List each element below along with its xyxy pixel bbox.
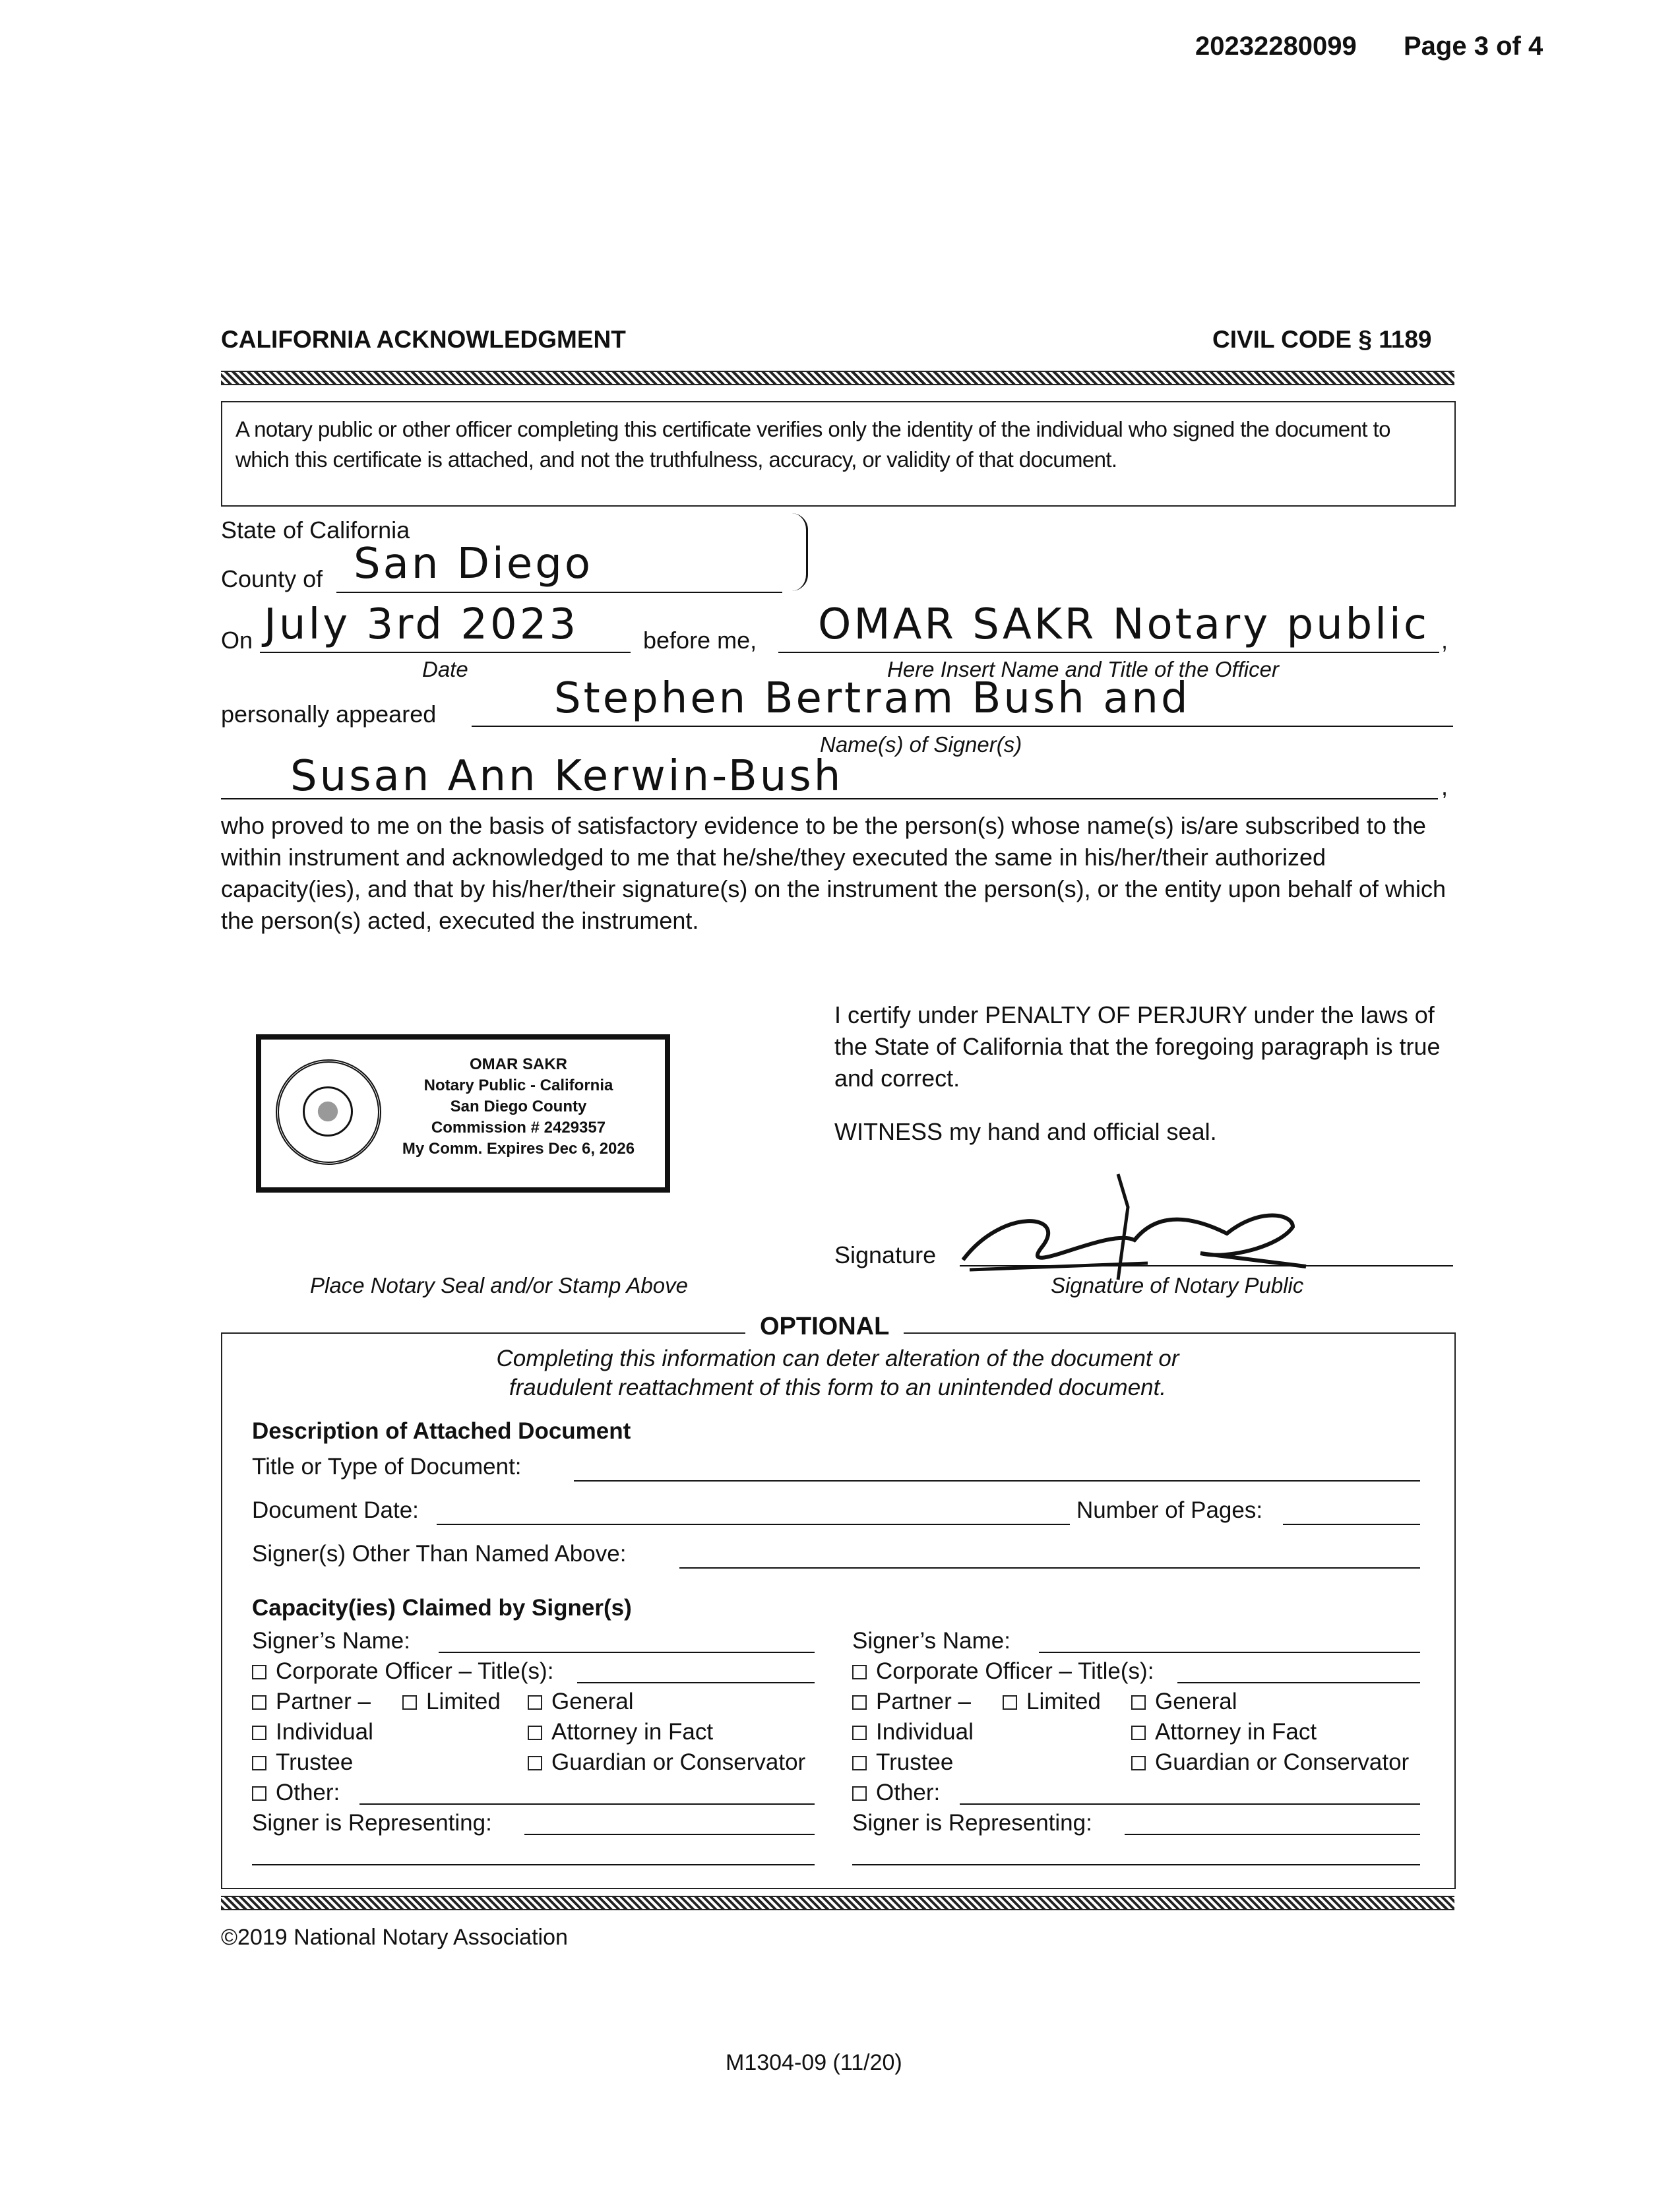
- optional-heading: OPTIONAL: [745, 1313, 904, 1341]
- attorney-left[interactable]: Attorney in Fact: [528, 1719, 713, 1745]
- corporate-officer-left[interactable]: Corporate Officer – Title(s):: [252, 1658, 553, 1685]
- title-input-line[interactable]: [574, 1480, 1420, 1482]
- before-me-label: before me,: [643, 627, 757, 654]
- other-signers-line[interactable]: [679, 1567, 1420, 1569]
- general-right[interactable]: General: [1131, 1689, 1237, 1715]
- representing-label-right: Signer is Representing:: [852, 1810, 1092, 1836]
- state-seal-icon: [276, 1059, 381, 1165]
- signer-name-line-right[interactable]: [1039, 1652, 1420, 1653]
- checkbox-icon[interactable]: [402, 1695, 417, 1710]
- document-number: 20232280099: [1195, 32, 1357, 61]
- document-date-label: Document Date:: [252, 1497, 419, 1523]
- pages-label: Number of Pages:: [1076, 1497, 1263, 1523]
- optional-intro-1: Completing this information can deter alteration of the document or: [496, 1346, 1179, 1371]
- checkbox-icon[interactable]: [252, 1665, 266, 1679]
- county-handwritten: San Diego: [354, 540, 593, 588]
- individual-right[interactable]: Individual: [852, 1719, 974, 1745]
- date-handwritten: July 3rd 2023: [264, 600, 579, 649]
- stamp-name: OMAR SAKR: [470, 1055, 567, 1073]
- trustee-right[interactable]: Trustee: [852, 1749, 953, 1776]
- form-code: M1304-09 (11/20): [726, 2050, 902, 2075]
- officer-caption: Here Insert Name and Title of the Officer: [887, 657, 1279, 681]
- corporate-title-line-right[interactable]: [1177, 1682, 1420, 1683]
- decorative-band-bottom: [221, 1896, 1454, 1910]
- other-line-left[interactable]: [359, 1803, 815, 1805]
- county-line: [336, 592, 782, 593]
- guardian-left[interactable]: Guardian or Conservator: [528, 1749, 805, 1776]
- checkbox-icon[interactable]: [1131, 1695, 1146, 1710]
- signer-name-line-left[interactable]: [439, 1652, 815, 1653]
- other-right[interactable]: Other:: [852, 1780, 940, 1806]
- civil-code: CIVIL CODE § 1189: [1212, 326, 1432, 353]
- corporate-officer-right[interactable]: Corporate Officer – Title(s):: [852, 1658, 1154, 1685]
- representing-line-right[interactable]: [1125, 1834, 1420, 1835]
- corporate-title-line-left[interactable]: [577, 1682, 815, 1683]
- optional-intro-2: fraudulent reattachment of this form to an unintended document.: [509, 1375, 1167, 1400]
- checkbox-icon[interactable]: [528, 1726, 542, 1740]
- checkbox-icon[interactable]: [1131, 1756, 1146, 1770]
- date-caption: Date: [422, 657, 468, 681]
- limited-right[interactable]: Limited: [1003, 1689, 1101, 1715]
- appeared-label: personally appeared: [221, 701, 437, 728]
- signer-name-label-left: Signer’s Name:: [252, 1628, 410, 1654]
- document-date-line[interactable]: [437, 1524, 1070, 1525]
- signature-caption: Signature of Notary Public: [1051, 1273, 1304, 1297]
- checkbox-icon[interactable]: [528, 1756, 542, 1770]
- brace-icon: [792, 513, 808, 591]
- checkbox-icon[interactable]: [1131, 1726, 1146, 1740]
- copyright: ©2019 National Notary Association: [221, 1925, 568, 1950]
- other-line-right[interactable]: [960, 1803, 1420, 1805]
- signer-handwritten-2: Susan Ann Kerwin-Bush: [290, 752, 844, 801]
- representing-line-left-2[interactable]: [252, 1864, 815, 1865]
- witness-text: WITNESS my hand and official seal.: [834, 1118, 1217, 1145]
- notary-stamp: [256, 1034, 670, 1193]
- signature-label: Signature: [834, 1241, 937, 1268]
- checkbox-icon[interactable]: [852, 1786, 867, 1801]
- individual-left[interactable]: Individual: [252, 1719, 373, 1745]
- state-label: State of California: [221, 516, 410, 544]
- trustee-left[interactable]: Trustee: [252, 1749, 353, 1776]
- other-signers-label: Signer(s) Other Than Named Above:: [252, 1541, 627, 1567]
- checkbox-icon[interactable]: [252, 1695, 266, 1710]
- partner-left[interactable]: Partner –: [252, 1689, 371, 1715]
- representing-label-left: Signer is Representing:: [252, 1810, 492, 1836]
- signer-handwritten-1: Stephen Bertram Bush and: [554, 674, 1191, 723]
- signer-name-label-right: Signer’s Name:: [852, 1628, 1011, 1654]
- title-label: Title or Type of Document:: [252, 1454, 522, 1480]
- general-left[interactable]: General: [528, 1689, 634, 1715]
- form-title: CALIFORNIA ACKNOWLEDGMENT: [221, 326, 626, 353]
- representing-line-right-2[interactable]: [852, 1864, 1420, 1865]
- stamp-title: Notary Public - California: [423, 1077, 613, 1094]
- partner-right[interactable]: Partner –: [852, 1689, 971, 1715]
- comma: ,: [1441, 627, 1448, 654]
- notice-box: A notary public or other officer completing this certificate verifies only the identity of the individual who signed the document to which this certificate is attached, and not the truthfulness, accuracy, or validity of that document.: [221, 401, 1456, 507]
- page-indicator: Page 3 of 4: [1404, 32, 1543, 61]
- acknowledgment-body: who proved to me on the basis of satisfactory evidence to be the person(s) whose name(s) is/are subscribed to the within instrument and acknowledged to me that he/she/they executed the same in his/her/their authorized capacity(ies), and that by his/her/their signature(s) on the instrument the person(s), or the entity upon behalf of which the person(s) acted, executed the instrument.: [221, 812, 1446, 934]
- checkbox-icon[interactable]: [252, 1756, 266, 1770]
- officer-handwritten: OMAR SAKR Notary public: [818, 600, 1429, 649]
- stamp-commission: Commission # 2429357: [431, 1119, 606, 1137]
- attorney-right[interactable]: Attorney in Fact: [1131, 1719, 1317, 1745]
- signer-caption: Name(s) of Signer(s): [820, 732, 1022, 757]
- checkbox-icon[interactable]: [1003, 1695, 1017, 1710]
- notary-signature: [950, 1168, 1319, 1286]
- county-label: County of: [221, 565, 323, 592]
- other-left[interactable]: Other:: [252, 1780, 340, 1806]
- guardian-right[interactable]: Guardian or Conservator: [1131, 1749, 1409, 1776]
- stamp-county: San Diego County: [450, 1098, 587, 1115]
- limited-left[interactable]: Limited: [402, 1689, 501, 1715]
- description-heading: Description of Attached Document: [252, 1418, 631, 1444]
- checkbox-icon[interactable]: [252, 1786, 266, 1801]
- checkbox-icon[interactable]: [852, 1726, 867, 1740]
- decorative-band-top: [221, 371, 1454, 385]
- checkbox-icon[interactable]: [852, 1756, 867, 1770]
- date-line: [260, 652, 631, 653]
- comma-2: ,: [1441, 773, 1448, 800]
- checkbox-icon[interactable]: [252, 1726, 266, 1740]
- stamp-expires: My Comm. Expires Dec 6, 2026: [402, 1140, 635, 1158]
- certify-text: I certify under PENALTY OF PERJURY under the laws of the State of California that the foregoing paragraph is true and correct.: [834, 1001, 1441, 1092]
- seal-caption: Place Notary Seal and/or Stamp Above: [310, 1273, 688, 1297]
- signer-line-1: [472, 726, 1453, 727]
- officer-line: [778, 652, 1439, 653]
- on-label: On: [221, 627, 253, 654]
- representing-line-left[interactable]: [524, 1834, 815, 1835]
- checkbox-icon[interactable]: [852, 1695, 867, 1710]
- checkbox-icon[interactable]: [528, 1695, 542, 1710]
- capacity-heading: Capacity(ies) Claimed by Signer(s): [252, 1595, 632, 1621]
- checkbox-icon[interactable]: [852, 1665, 867, 1679]
- pages-line[interactable]: [1283, 1524, 1420, 1525]
